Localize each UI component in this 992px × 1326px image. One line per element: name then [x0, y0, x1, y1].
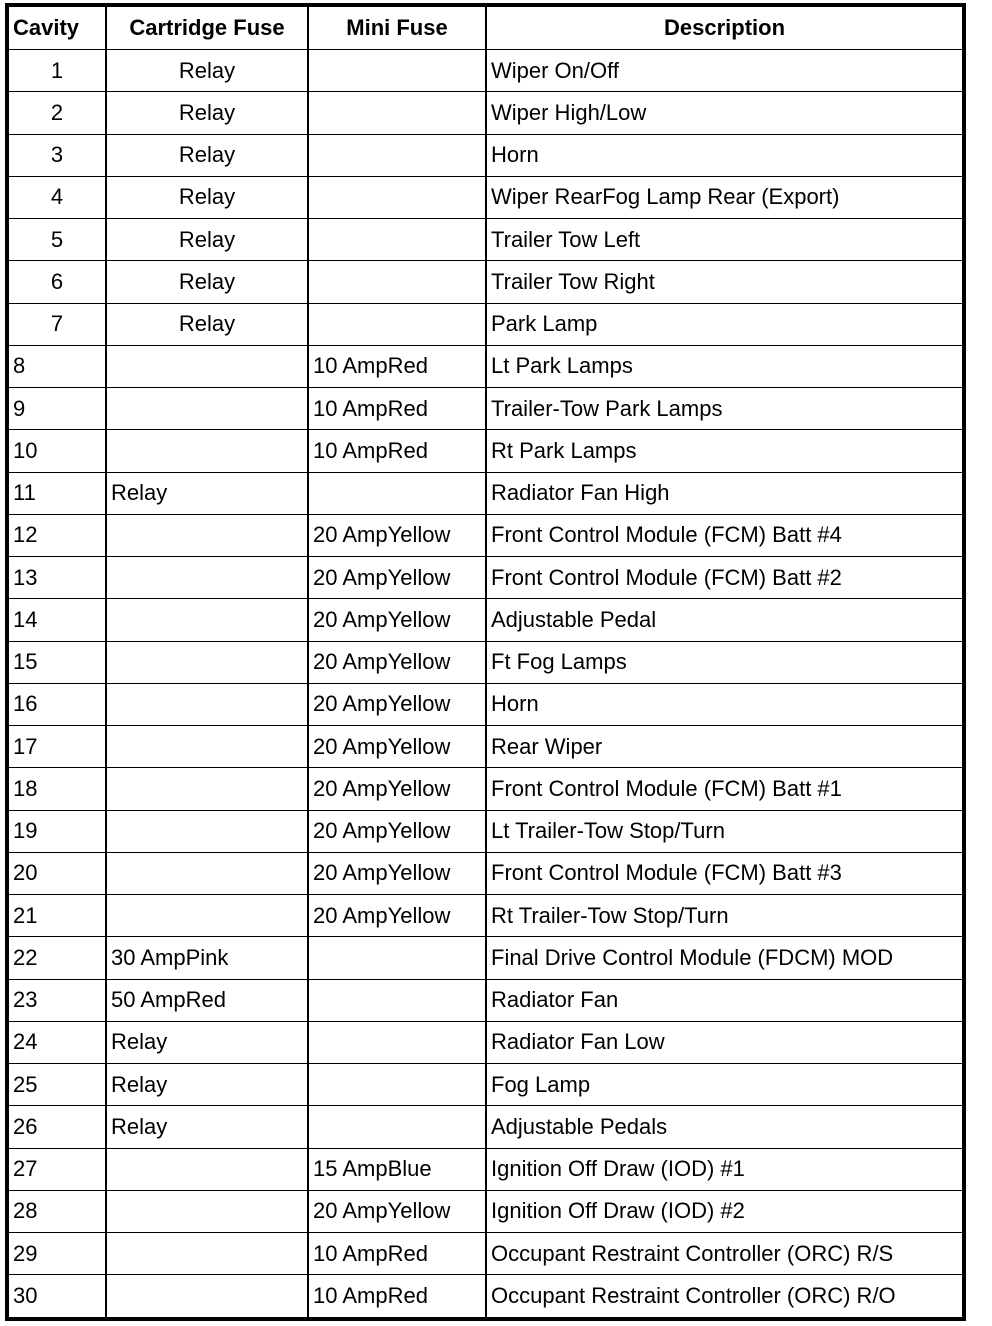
mini-fuse-cell: 20 AmpYellow	[308, 599, 486, 641]
cavity-cell: 26	[7, 1106, 106, 1148]
mini-fuse-cell: 20 AmpYellow	[308, 810, 486, 852]
cartridge-fuse-cell	[106, 726, 308, 768]
header-mini-fuse: Mini Fuse	[308, 5, 486, 50]
cartridge-fuse-cell	[106, 599, 308, 641]
mini-fuse-cell	[308, 92, 486, 134]
table-row	[7, 937, 964, 979]
description-cell: Fog Lamp	[486, 1064, 964, 1106]
cavity-cell: 9	[7, 388, 106, 430]
table-row	[7, 641, 964, 683]
header-description: Description	[486, 5, 964, 50]
table-row	[7, 261, 964, 303]
cavity-cell: 4	[7, 176, 106, 218]
cartridge-fuse-cell	[106, 430, 308, 472]
cavity-cell: 18	[7, 768, 106, 810]
table-row	[7, 557, 964, 599]
mini-fuse-cell	[308, 176, 486, 218]
mini-fuse-cell: 10 AmpRed	[308, 1233, 486, 1275]
mini-fuse-cell	[308, 1064, 486, 1106]
header-row	[7, 5, 964, 50]
cartridge-fuse-cell	[106, 345, 308, 387]
description-cell: Radiator Fan Low	[486, 1021, 964, 1063]
description-cell: Adjustable Pedals	[486, 1106, 964, 1148]
cavity-cell: 17	[7, 726, 106, 768]
cavity-cell: 7	[7, 303, 106, 345]
description-cell: Front Control Module (FCM) Batt #2	[486, 557, 964, 599]
mini-fuse-cell: 15 AmpBlue	[308, 1148, 486, 1190]
cartridge-fuse-cell	[106, 852, 308, 894]
mini-fuse-cell: 10 AmpRed	[308, 430, 486, 472]
description-cell: Occupant Restraint Controller (ORC) R/S	[486, 1233, 964, 1275]
mini-fuse-cell: 10 AmpRed	[308, 1275, 486, 1319]
description-cell: Ignition Off Draw (IOD) #1	[486, 1148, 964, 1190]
description-cell: Lt Park Lamps	[486, 345, 964, 387]
cartridge-fuse-cell	[106, 683, 308, 725]
cartridge-fuse-cell: Relay	[106, 303, 308, 345]
cavity-cell: 24	[7, 1021, 106, 1063]
cartridge-fuse-cell: Relay	[106, 92, 308, 134]
description-cell: Adjustable Pedal	[486, 599, 964, 641]
cartridge-fuse-cell	[106, 514, 308, 556]
description-cell: Horn	[486, 134, 964, 176]
cavity-cell: 1	[7, 50, 106, 92]
cartridge-fuse-cell	[106, 1233, 308, 1275]
cavity-cell: 25	[7, 1064, 106, 1106]
cartridge-fuse-cell: Relay	[106, 176, 308, 218]
description-cell: Occupant Restraint Controller (ORC) R/O	[486, 1275, 964, 1319]
description-cell: Front Control Module (FCM) Batt #4	[486, 514, 964, 556]
fuse-table	[5, 3, 966, 1321]
mini-fuse-cell	[308, 219, 486, 261]
description-cell: Trailer Tow Right	[486, 261, 964, 303]
mini-fuse-cell: 20 AmpYellow	[308, 895, 486, 937]
mini-fuse-cell	[308, 937, 486, 979]
description-cell: Ft Fog Lamps	[486, 641, 964, 683]
description-cell: Front Control Module (FCM) Batt #3	[486, 852, 964, 894]
cavity-cell: 27	[7, 1148, 106, 1190]
description-cell: Rear Wiper	[486, 726, 964, 768]
mini-fuse-cell	[308, 1106, 486, 1148]
mini-fuse-cell: 20 AmpYellow	[308, 641, 486, 683]
description-cell: Horn	[486, 683, 964, 725]
table-row	[7, 683, 964, 725]
cavity-cell: 2	[7, 92, 106, 134]
cartridge-fuse-cell	[106, 388, 308, 430]
description-cell: Front Control Module (FCM) Batt #1	[486, 768, 964, 810]
cartridge-fuse-cell: Relay	[106, 1064, 308, 1106]
mini-fuse-cell: 20 AmpYellow	[308, 514, 486, 556]
mini-fuse-cell: 20 AmpYellow	[308, 557, 486, 599]
cavity-cell: 11	[7, 472, 106, 514]
cartridge-fuse-cell	[106, 641, 308, 683]
mini-fuse-cell: 10 AmpRed	[308, 388, 486, 430]
cartridge-fuse-cell: 30 AmpPink	[106, 937, 308, 979]
description-cell: Rt Trailer-Tow Stop/Turn	[486, 895, 964, 937]
table-row	[7, 599, 964, 641]
mini-fuse-cell: 20 AmpYellow	[308, 768, 486, 810]
table-row	[7, 345, 964, 387]
description-cell: Trailer Tow Left	[486, 219, 964, 261]
mini-fuse-cell: 20 AmpYellow	[308, 683, 486, 725]
cartridge-fuse-cell	[106, 1148, 308, 1190]
table-row	[7, 1275, 964, 1319]
table-body	[7, 50, 964, 1320]
description-cell: Wiper RearFog Lamp Rear (Export)	[486, 176, 964, 218]
cavity-cell: 6	[7, 261, 106, 303]
cavity-cell: 22	[7, 937, 106, 979]
table-row	[7, 388, 964, 430]
mini-fuse-cell: 20 AmpYellow	[308, 1190, 486, 1232]
cartridge-fuse-cell	[106, 895, 308, 937]
mini-fuse-cell: 20 AmpYellow	[308, 726, 486, 768]
table-row	[7, 134, 964, 176]
description-cell: Wiper High/Low	[486, 92, 964, 134]
mini-fuse-cell	[308, 303, 486, 345]
table-row	[7, 1190, 964, 1232]
description-cell: Lt Trailer-Tow Stop/Turn	[486, 810, 964, 852]
table-row	[7, 768, 964, 810]
description-cell: Park Lamp	[486, 303, 964, 345]
cartridge-fuse-cell: Relay	[106, 1106, 308, 1148]
description-cell: Final Drive Control Module (FDCM) MOD	[486, 937, 964, 979]
cavity-cell: 5	[7, 219, 106, 261]
table-row	[7, 810, 964, 852]
table-row	[7, 1064, 964, 1106]
table-row	[7, 219, 964, 261]
cartridge-fuse-cell	[106, 1275, 308, 1319]
cavity-cell: 13	[7, 557, 106, 599]
table-row	[7, 895, 964, 937]
table-row	[7, 176, 964, 218]
cavity-cell: 19	[7, 810, 106, 852]
description-cell: Radiator Fan	[486, 979, 964, 1021]
table-row	[7, 1233, 964, 1275]
table-row	[7, 430, 964, 472]
table-row	[7, 1148, 964, 1190]
header-cartridge-fuse: Cartridge Fuse	[106, 5, 308, 50]
cavity-cell: 12	[7, 514, 106, 556]
mini-fuse-cell	[308, 50, 486, 92]
table-row	[7, 514, 964, 556]
cavity-cell: 15	[7, 641, 106, 683]
cavity-cell: 20	[7, 852, 106, 894]
cartridge-fuse-cell	[106, 768, 308, 810]
mini-fuse-cell	[308, 261, 486, 303]
description-cell: Trailer-Tow Park Lamps	[486, 388, 964, 430]
cartridge-fuse-cell	[106, 1190, 308, 1232]
mini-fuse-cell	[308, 1021, 486, 1063]
cartridge-fuse-cell: Relay	[106, 1021, 308, 1063]
description-cell: Ignition Off Draw (IOD) #2	[486, 1190, 964, 1232]
cavity-cell: 28	[7, 1190, 106, 1232]
mini-fuse-cell	[308, 134, 486, 176]
table-row	[7, 50, 964, 92]
table-row	[7, 1106, 964, 1148]
mini-fuse-cell: 10 AmpRed	[308, 345, 486, 387]
cavity-cell: 30	[7, 1275, 106, 1319]
cartridge-fuse-cell: Relay	[106, 219, 308, 261]
cartridge-fuse-cell: Relay	[106, 261, 308, 303]
mini-fuse-cell	[308, 472, 486, 514]
cavity-cell: 10	[7, 430, 106, 472]
cartridge-fuse-cell	[106, 557, 308, 599]
table-row	[7, 726, 964, 768]
header-cavity: Cavity	[7, 5, 106, 50]
cavity-cell: 21	[7, 895, 106, 937]
cartridge-fuse-cell	[106, 810, 308, 852]
cavity-cell: 16	[7, 683, 106, 725]
cartridge-fuse-cell: Relay	[106, 50, 308, 92]
cartridge-fuse-cell: Relay	[106, 134, 308, 176]
cavity-cell: 23	[7, 979, 106, 1021]
table-row	[7, 303, 964, 345]
cavity-cell: 29	[7, 1233, 106, 1275]
cartridge-fuse-cell: 50 AmpRed	[106, 979, 308, 1021]
table-row	[7, 979, 964, 1021]
cavity-cell: 14	[7, 599, 106, 641]
table-row	[7, 1021, 964, 1063]
mini-fuse-cell	[308, 979, 486, 1021]
cavity-cell: 3	[7, 134, 106, 176]
description-cell: Rt Park Lamps	[486, 430, 964, 472]
description-cell: Wiper On/Off	[486, 50, 964, 92]
table-row	[7, 472, 964, 514]
description-cell: Radiator Fan High	[486, 472, 964, 514]
table-row	[7, 92, 964, 134]
cartridge-fuse-cell: Relay	[106, 472, 308, 514]
table-row	[7, 852, 964, 894]
mini-fuse-cell: 20 AmpYellow	[308, 852, 486, 894]
cavity-cell: 8	[7, 345, 106, 387]
